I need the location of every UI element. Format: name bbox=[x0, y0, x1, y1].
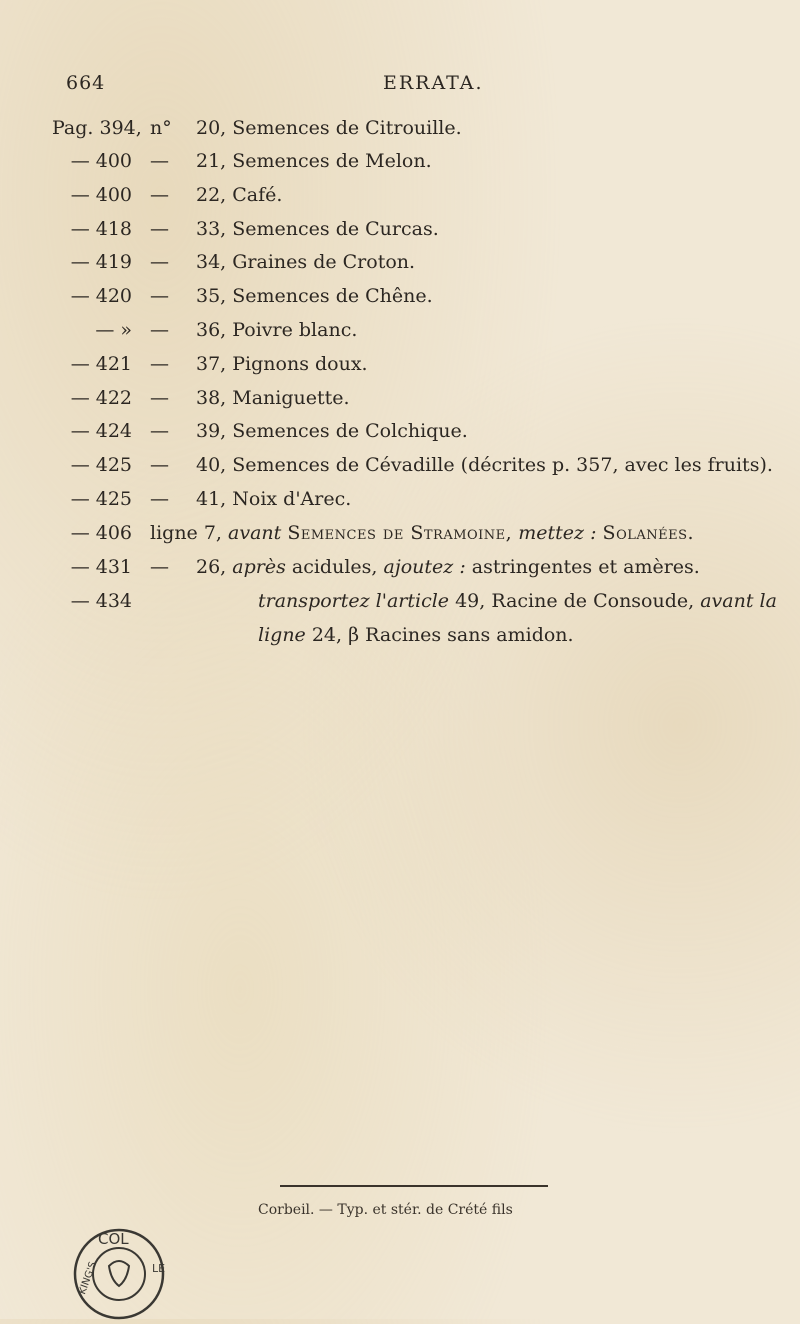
errata-entry bbox=[0, 184, 800, 212]
entry-middle: acidules, bbox=[291, 556, 378, 578]
entry-family: Solanées. bbox=[602, 522, 695, 544]
entry-apres: après bbox=[232, 556, 286, 578]
entry-mark: — bbox=[150, 353, 169, 375]
errata-entry bbox=[0, 218, 800, 246]
errata-entry bbox=[0, 590, 800, 618]
entry-mark: — bbox=[150, 488, 169, 510]
errata-entry bbox=[0, 353, 800, 381]
entry-mettez: mettez : bbox=[518, 522, 597, 544]
entry-text: 40, Semences de Cévadille (décrites p. 357, avec les fruits). bbox=[196, 454, 773, 476]
entry-page: — 420 bbox=[70, 285, 132, 307]
entry-mark: — bbox=[150, 184, 169, 206]
entry-text: 35, Semences de Chêne. bbox=[196, 285, 433, 307]
entry-ajoutez: ajoutez : bbox=[383, 556, 466, 578]
library-stamp bbox=[64, 1214, 174, 1324]
entry-avant: avant bbox=[228, 522, 282, 544]
entry-seeds: Semences de Stramoine, bbox=[287, 522, 513, 544]
errata-entry-continuation bbox=[258, 624, 574, 646]
entry-page: — » bbox=[95, 319, 132, 341]
entry-ligne: ligne bbox=[258, 624, 306, 646]
entry-mark: — bbox=[150, 420, 169, 442]
entry-page: — 400 bbox=[70, 184, 132, 206]
entry-text: 36, Poivre blanc. bbox=[196, 319, 358, 341]
errata-entry bbox=[0, 454, 800, 482]
errata-entry bbox=[0, 556, 800, 584]
entry-page: — 425 bbox=[70, 454, 132, 476]
entry-mark: — bbox=[150, 251, 169, 273]
entry-text: 41, Noix d'Arec. bbox=[196, 488, 352, 510]
entry-mark: — bbox=[150, 150, 169, 172]
entry-mark: — bbox=[150, 556, 169, 578]
errata-entry bbox=[0, 420, 800, 448]
entry-mark: — bbox=[150, 285, 169, 307]
entry-page: — 418 bbox=[70, 218, 132, 240]
entry-text: 37, Pignons doux. bbox=[196, 353, 368, 375]
entry-mark: — bbox=[150, 218, 169, 240]
entry-page: — 406 bbox=[70, 522, 132, 544]
errata-entry bbox=[0, 522, 800, 550]
entry-text bbox=[150, 522, 694, 544]
entry-rest: 24, β Racines sans amidon. bbox=[311, 624, 574, 646]
entry-text: 39, Semences de Colchique. bbox=[196, 420, 468, 442]
entry-page: Pag. 394, bbox=[52, 117, 142, 139]
entry-page: — 422 bbox=[70, 387, 132, 409]
entry-mark: — bbox=[150, 387, 169, 409]
errata-entry bbox=[0, 117, 800, 145]
page-number: 664 bbox=[66, 72, 106, 94]
entry-text: 20, Semences de Citrouille. bbox=[196, 117, 462, 139]
entry-page: — 400 bbox=[70, 150, 132, 172]
entry-page: — 421 bbox=[70, 353, 132, 375]
entry-middle: 49, Racine de Consoude, bbox=[455, 590, 695, 612]
entry-text: 38, Maniguette. bbox=[196, 387, 350, 409]
entry-page: — 424 bbox=[70, 420, 132, 442]
errata-entry bbox=[0, 387, 800, 415]
entry-text: 34, Graines de Croton. bbox=[196, 251, 416, 273]
entry-mark: n° bbox=[150, 117, 172, 139]
entry-transportez: transportez l'article bbox=[258, 590, 450, 612]
errata-entry bbox=[0, 319, 800, 347]
entry-page: — 431 bbox=[70, 556, 132, 578]
entry-text: 22, Café. bbox=[196, 184, 283, 206]
printer-imprint: Corbeil. — Typ. et stér. de Crété fils bbox=[258, 1202, 513, 1218]
entry-text bbox=[258, 590, 777, 612]
imprint-rule bbox=[280, 1185, 548, 1187]
entry-mark: — bbox=[150, 454, 169, 476]
entry-prefix: ligne 7, bbox=[150, 522, 222, 544]
errata-entry bbox=[0, 488, 800, 516]
errata-entry bbox=[0, 285, 800, 313]
errata-entry bbox=[0, 150, 800, 178]
running-title: ERRATA. bbox=[383, 72, 484, 94]
stamp-text-right: LE bbox=[152, 1262, 166, 1275]
entry-text: 33, Semences de Curcas. bbox=[196, 218, 439, 240]
entry-mark: — bbox=[150, 319, 169, 341]
entry-text bbox=[196, 556, 700, 578]
entry-avant-la: avant la bbox=[700, 590, 777, 612]
entry-rest: astringentes et amères. bbox=[471, 556, 700, 578]
entry-page: — 434 bbox=[70, 590, 132, 612]
errata-entry bbox=[0, 251, 800, 279]
entry-text: 21, Semences de Melon. bbox=[196, 150, 432, 172]
stamp-text-left: KING'S bbox=[77, 1260, 100, 1296]
entry-page: — 419 bbox=[70, 251, 132, 273]
stamp-text-top: COL bbox=[98, 1230, 129, 1248]
entry-prefix: 26, bbox=[196, 556, 227, 578]
entry-page: — 425 bbox=[70, 488, 132, 510]
